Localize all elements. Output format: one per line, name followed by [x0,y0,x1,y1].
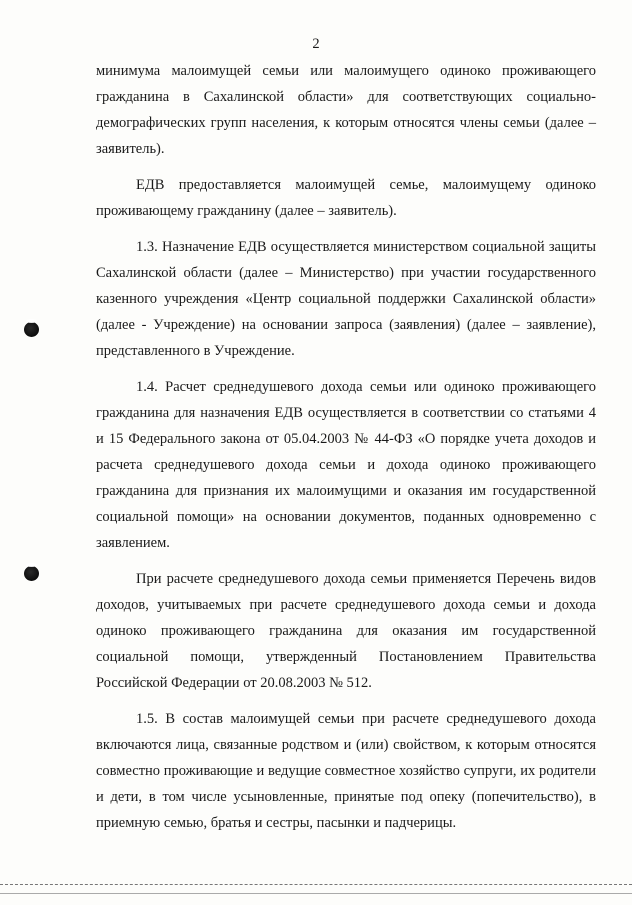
punch-hole-top [24,322,39,337]
page-number: 2 [312,36,320,52]
punch-hole-bottom [24,566,39,581]
scan-edge-line [0,884,632,885]
document-body [96,58,596,836]
paragraph: 1.3. Назначение ЕДВ осуществляется министерством социальной защиты Сахалинской области (далее – Министерство) при участии государственного казенного учреждения «Центр социальной поддержки Сахалинской области» (далее - Учреждение) на основании запроса (заявления) (далее – заявление), представленного в Учреждение. [96,239,596,359]
paragraph: 1.5. В состав малоимущей семьи при расчете среднедушевого дохода включаются лица, связанные родством и (или) свойством, к которым относятся совместно проживающие и ведущие совместное хозяйство супруги, их родители и дети, в том числе усыновленные, принятые под опеку (попечительство), в приемную семью, братья и сестры, пасынки и падчерицы. [96,711,596,831]
paragraph: При расчете среднедушевого дохода семьи применяется Перечень видов доходов, учитываемых при расчете среднедушевого дохода семьи и дохода одиноко проживающего гражданина для оказания им государственной социальной помощи, утвержденный Постановлением Правительства Российской Федерации от 20.08.2003 № 512. [96,571,596,691]
paragraph: минимума малоимущей семьи или малоимущего одиноко проживающего гражданина в Сахалинской области» для соответствующих социально-демографических групп населения, к которым относятся члены семьи (далее – заявитель). [96,63,596,157]
paragraph: 1.4. Расчет среднедушевого дохода семьи или одиноко проживающего гражданина для назначения ЕДВ осуществляется в соответствии со статьями 4 и 15 Федерального закона от 05.04.2003 № 44-ФЗ «О порядке учета доходов и расчета среднедушевого дохода семьи и дохода одиноко проживающего гражданина для признания их малоимущими и оказания им государственной социальной помощи» на основании документов, поданных одновременно с заявлением. [96,379,596,551]
paragraph: ЕДВ предоставляется малоимущей семье, малоимущему одиноко проживающему гражданину (далее – заявитель). [96,177,596,219]
scan-edge-line [0,893,632,894]
